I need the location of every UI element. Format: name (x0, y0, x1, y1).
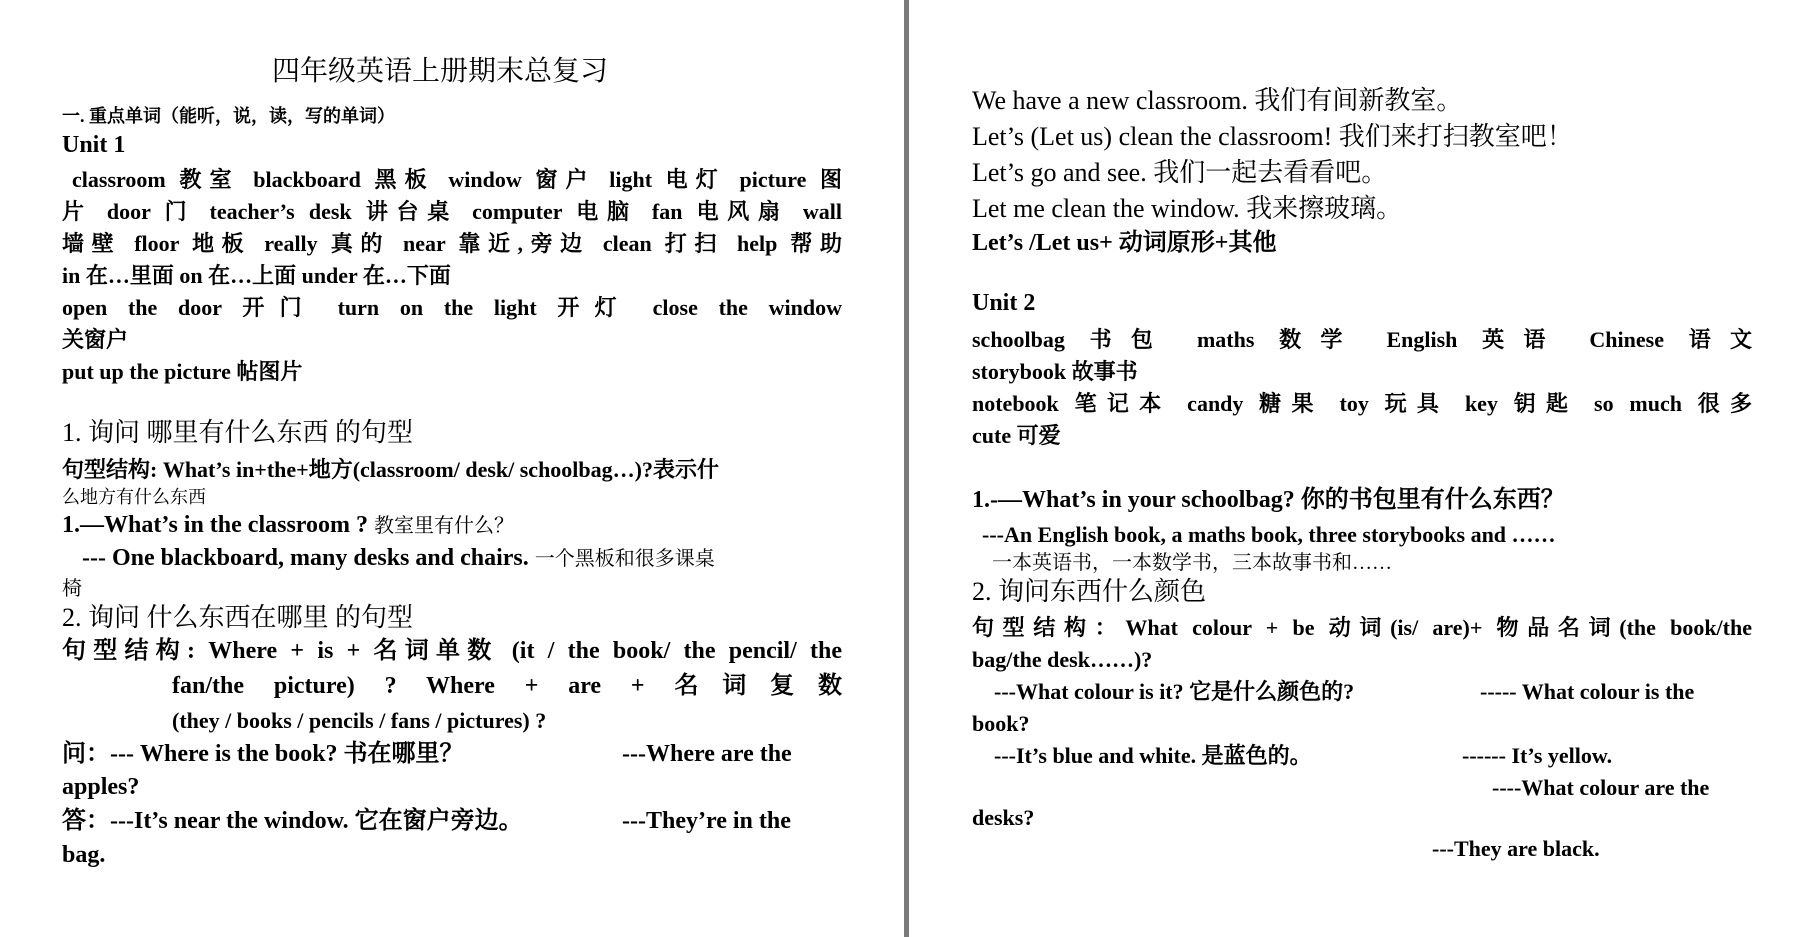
pattern2-heading: 2. 询问 什么东西在哪里 的句型 (62, 603, 414, 632)
page-title: 四年级英语上册期末总复习 (272, 56, 609, 87)
pattern1-answer-cn: 一个黑板和很多课桌 (534, 548, 715, 570)
unit2-vocab-line3-text: notebook 笔记本 candy 糖果 toy 玩具 key 钥匙 so much 很多 (972, 391, 1752, 416)
pattern1-question (62, 512, 514, 540)
unit2-pattern2-heading: 2. 询问东西什么颜色 (972, 577, 1207, 606)
pattern1-structure-line2: 么地方有什么东西 (62, 487, 206, 507)
unit2-vocab-line4: cute 可爱 (972, 423, 1061, 448)
unit2-q1-cont: book? (972, 711, 1030, 736)
section-heading: 一. 重点单词（能听，说，读，写的单词） (62, 106, 395, 126)
pattern1-answer (82, 545, 715, 573)
unit2-q1-b: ----- What colour is the (1480, 679, 1695, 704)
unit1-vocab-line2 (62, 199, 842, 224)
unit1-vocab-line3-text: 墙壁 floor 地板 really 真的 near 靠近,旁边 clean 打扫 help 帮助 (62, 231, 842, 256)
pattern1-structure-line1: 句型结构: What’s in+the+地方(classroom/ desk/ schoolbag…)?表示什 (62, 457, 719, 482)
page-divider (904, 0, 909, 937)
unit2-vocab-line3 (972, 391, 1752, 416)
pattern2-answer-cont: bag. (62, 842, 106, 868)
unit1-phrase-line1-text: open the door 开门 turn on the light 开灯 close the window (62, 295, 842, 320)
pattern2-answer-a: 答：---It’s near the window. 它在窗户旁边。 (62, 808, 523, 834)
unit1-vocab-line2-text: 片 door 门 teacher’s desk 讲台桌 computer 电脑 fan 电风扇 wall (62, 199, 842, 224)
unit2-a1-b: ------ It’s yellow. (1462, 743, 1613, 768)
unit2-vocab-line1-text: schoolbag 书包 maths 数学 English 英语 Chinese 语文 (972, 327, 1752, 352)
unit2-heading: Unit 2 (972, 290, 1036, 316)
unit1-vocab-line1 (72, 167, 842, 192)
unit1-vocab-line1-text: classroom 教室 blackboard 黑板 window 窗户 light 电灯 picture 图 (72, 167, 842, 192)
pattern2-ask-cont: apples? (62, 774, 140, 800)
unit2-pattern1-question: 1.-—What’s in your schoolbag? 你的书包里有什么东西？ (972, 487, 1565, 513)
pattern1-answer-cn-cont: 椅 (62, 578, 82, 600)
unit2-vocab-line2: storybook 故事书 (972, 359, 1138, 384)
pattern2-structure-line1 (62, 638, 842, 666)
unit2-pattern2-structure-line2: bag/the desk……)? (972, 647, 1153, 672)
pattern2-structure-line1-text: 句型结构: Where + is + 名词单数 (it / the book/ the pencil/ the (62, 638, 842, 664)
unit1-phrase-line1 (62, 295, 842, 320)
pattern2-answer-b: ---They’re in the (622, 808, 791, 834)
pattern2-ask-a: 问：--- Where is the book? 书在哪里？ (62, 741, 464, 767)
unit1-phrase-line2: 关窗户 (62, 327, 129, 352)
unit2-q2: ----What colour are the (1492, 775, 1710, 800)
pattern1-question-cn: 教室里有什么？ (374, 515, 514, 537)
sentence-3: Let’s go and see. 我们一起去看看吧。 (972, 158, 1388, 187)
unit2-vocab-line1 (972, 327, 1752, 352)
grammar-note: Let’s /Let us+ 动词原形+其他 (972, 230, 1277, 256)
pattern1-question-en: 1.—What’s in the classroom ? (62, 512, 374, 538)
unit2-pattern1-answer-cn: 一本英语书，一本数学书，三本故事书和…… (992, 552, 1392, 574)
sentence-2: Let’s (Let us) clean the classroom! 我们来打扫教室吧！ (972, 122, 1573, 151)
unit1-vocab-line4: in 在…里面 on 在…上面 under 在…下面 (62, 263, 451, 288)
unit1-vocab-line3 (62, 231, 842, 256)
unit2-pattern2-structure-line1 (972, 615, 1752, 640)
pattern2-structure-line3: (they / books / pencils / fans / pictures) ? (172, 708, 547, 733)
pattern2-ask-b: ---Where are the (622, 741, 792, 767)
unit2-pattern2-structure-line1-text: 句型结构：What colour + be 动词(is/ are)+ 物品名词(the book/the (972, 615, 1752, 640)
unit2-a2: ---They are black. (1432, 836, 1600, 861)
pattern1-answer-en: --- One blackboard, many desks and chairs. (82, 545, 535, 571)
unit2-a1-a: ---It’s blue and white. 是蓝色的。 (994, 743, 1312, 768)
pattern2-structure-line2 (172, 673, 842, 701)
unit1-heading: Unit 1 (62, 132, 126, 158)
unit2-q2-cont: desks? (972, 805, 1035, 830)
unit2-q1-a: ---What colour is it? 它是什么颜色的? (994, 679, 1355, 704)
unit1-phrase-line3: put up the picture 帖图片 (62, 359, 303, 384)
sentence-4: Let me clean the window. 我来擦玻璃。 (972, 194, 1403, 223)
sentence-1: We have a new classroom. 我们有间新教室。 (972, 86, 1463, 115)
pattern1-heading: 1. 询问 哪里有什么东西 的句型 (62, 418, 414, 447)
pattern2-structure-line2-text: fan/the picture) ? Where + are + 名词复数 (172, 673, 842, 699)
unit2-pattern1-answer: ---An English book, a maths book, three storybooks and …… (982, 522, 1556, 547)
